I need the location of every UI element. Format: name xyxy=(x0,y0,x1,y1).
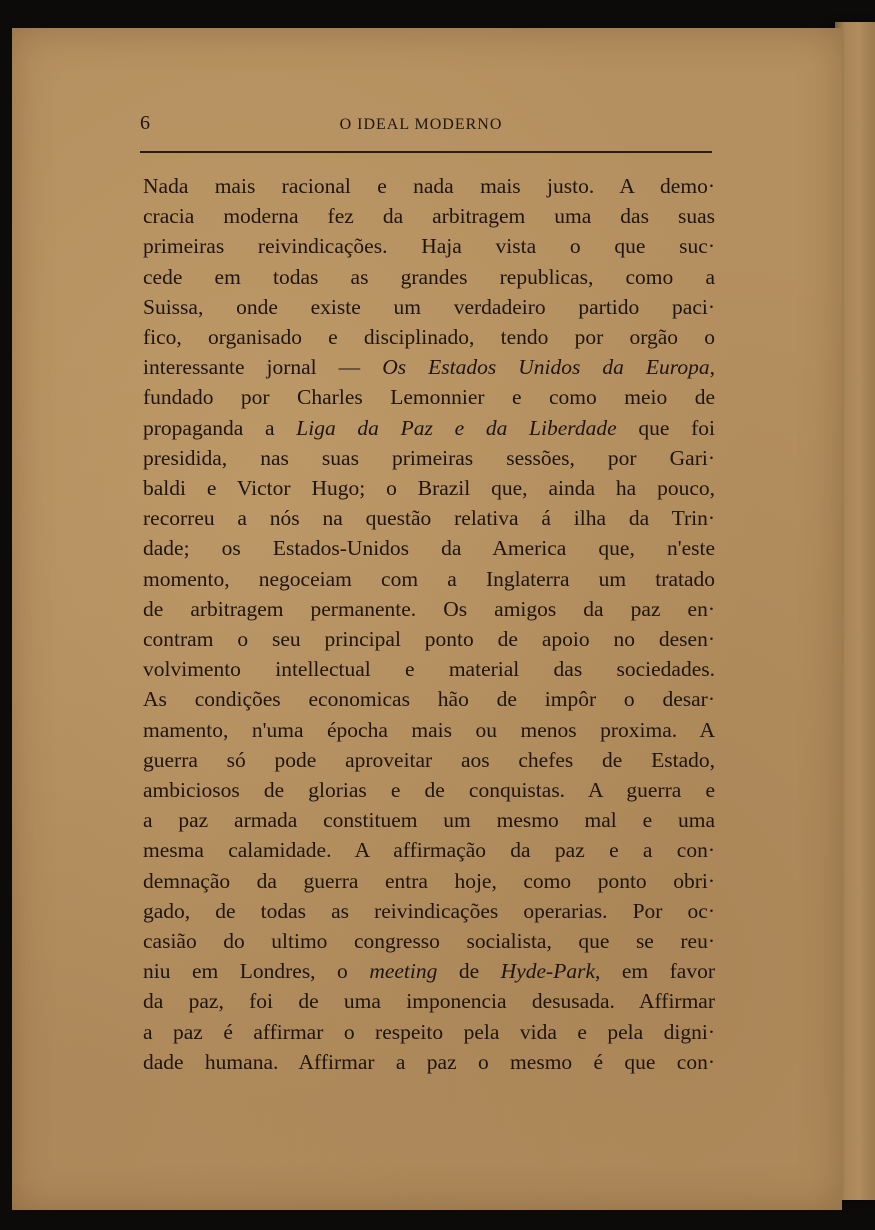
text-run: a paz é affirmar o respeito pela vida e pela digni· xyxy=(143,1019,715,1044)
text-run: primeiras reivindicações. Haja vista o que suc· xyxy=(143,234,715,259)
text-run: Suissa, onde existe um verdadeiro partido paci· xyxy=(143,294,715,319)
text-run: de xyxy=(437,959,501,984)
text-run: contram o seu principal ponto de apoio no desen· xyxy=(143,627,715,652)
italic-text: Hyde-Park xyxy=(500,959,595,984)
page-number: 6 xyxy=(140,112,150,134)
text-line xyxy=(143,956,715,986)
text-run: , xyxy=(709,355,715,380)
text-run: cracia moderna fez da arbitragem uma das suas xyxy=(143,204,715,229)
text-line xyxy=(143,654,715,684)
text-line xyxy=(143,1017,715,1047)
running-title: O IDEAL MODERNO xyxy=(339,116,503,133)
text-line xyxy=(143,201,715,231)
page-header xyxy=(130,84,712,134)
text-line xyxy=(143,624,715,654)
text-run: recorreu a nós na questão relativa á ilha da Trin· xyxy=(143,506,715,531)
text-line xyxy=(143,715,715,745)
text-run: cede em todas as grandes republicas, como a xyxy=(143,264,715,289)
text-line xyxy=(143,866,715,896)
text-line xyxy=(143,896,715,926)
text-line xyxy=(143,594,715,624)
text-run: momento, negoceiam com a Inglaterra um tratado xyxy=(143,566,715,591)
text-run: interessante jornal — xyxy=(143,355,383,380)
text-run: , em favor xyxy=(595,959,715,984)
text-line xyxy=(143,352,715,382)
text-line xyxy=(143,443,715,473)
text-line xyxy=(143,775,715,805)
text-run: de arbitragem permanente. Os amigos da paz en· xyxy=(143,596,715,621)
text-run: gado, de todas as reivindicações operarias. Por oc· xyxy=(143,898,715,923)
text-run: baldi e Victor Hugo; o Brazil que, ainda ha pouco, xyxy=(143,476,715,501)
text-run: dade humana. Affirmar a paz o mesmo é que con· xyxy=(143,1049,715,1074)
text-line xyxy=(143,926,715,956)
text-line xyxy=(143,805,715,835)
header-rule xyxy=(140,151,712,153)
text-line xyxy=(143,322,715,352)
text-run: fico, organisado e disciplinado, tendo por orgão o xyxy=(143,325,715,350)
text-run: dade; os Estados-Unidos da America que, n'este xyxy=(143,536,715,561)
text-run: As condições economicas hão de impôr o desar· xyxy=(143,687,715,712)
text-line xyxy=(143,413,715,443)
text-run: guerra só pode aproveitar aos chefes de Estado, xyxy=(143,747,715,772)
text-line xyxy=(143,684,715,714)
text-line xyxy=(143,986,715,1016)
text-line xyxy=(143,382,715,412)
text-run: demnação da guerra entra hoje, como ponto obri· xyxy=(143,868,715,893)
text-run: ambiciosos de glorias e de conquistas. A guerra e xyxy=(143,778,715,803)
text-line xyxy=(143,564,715,594)
text-run: propaganda a xyxy=(143,415,297,440)
text-run: da paz, foi de uma imponencia desusada. Affirmar xyxy=(143,989,715,1014)
italic-text: Liga da Paz e da Liberdade xyxy=(296,415,617,440)
text-run: presidida, nas suas primeiras sessões, por Gari· xyxy=(143,445,715,470)
text-line xyxy=(143,503,715,533)
text-line xyxy=(143,745,715,775)
text-line xyxy=(143,262,715,292)
text-line xyxy=(143,533,715,563)
italic-text: meeting xyxy=(369,959,438,984)
body-text xyxy=(143,171,715,1077)
text-run: mamento, n'uma épocha mais ou menos proxima. A xyxy=(143,717,715,742)
italic-text: Os Estados Unidos da Europa xyxy=(382,355,710,380)
text-line xyxy=(143,1047,715,1077)
text-run: casião do ultimo congresso socialista, que se reu· xyxy=(143,929,715,954)
text-run: fundado por Charles Lemonnier e como meio de xyxy=(143,385,715,410)
text-run: a paz armada constituem um mesmo mal e uma xyxy=(143,808,715,833)
text-run: volvimento intellectual e material das sociedades. xyxy=(143,657,715,682)
text-run: niu em Londres, o xyxy=(143,959,370,984)
text-run: mesma calamidade. A affirmação da paz e a con· xyxy=(143,838,715,863)
text-line xyxy=(143,835,715,865)
text-run: Nada mais racional e nada mais justo. A demo· xyxy=(143,174,715,198)
text-line xyxy=(143,231,715,261)
text-line xyxy=(143,171,715,201)
text-line xyxy=(143,473,715,503)
text-line xyxy=(143,292,715,322)
text-run: que foi xyxy=(616,415,715,440)
